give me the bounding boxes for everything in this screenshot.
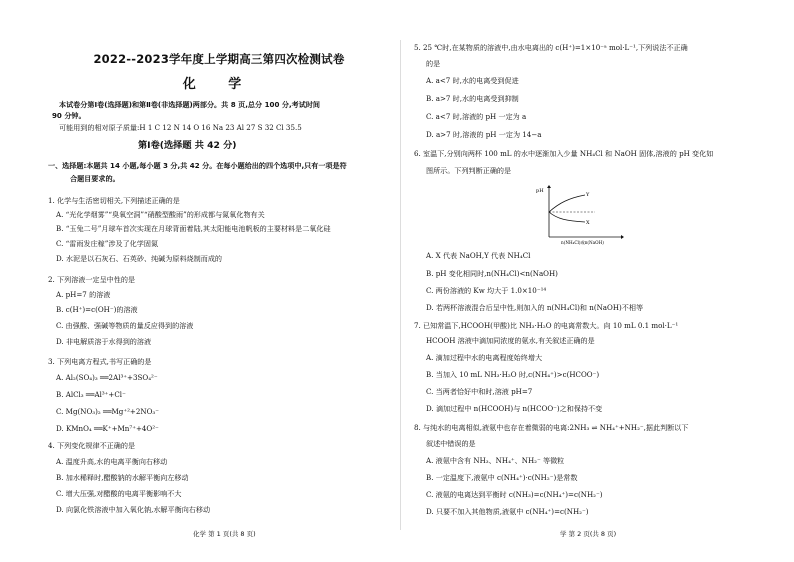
q7-stem-1: 7. 已知常温下,HCOOH(甲酸)比 NH₃·H₂O 的电离常数大。向 10 mL 0.1 mol·L⁻¹	[414, 321, 679, 330]
q7-option-a: A. 滴加过程中水的电离程度始终增大	[426, 353, 543, 362]
right-column	[414, 0, 754, 562]
graph-xlabel: n(NH₄Cl)或n(NaOH)	[561, 240, 604, 245]
q6-stem-1: 6. 室温下,分别向两杯 100 mL 的水中逐渐加入少量 NH₄Cl 和 NaOH 固体,溶液的 pH 变化如	[414, 149, 714, 158]
q4-stem: 4. 下列变化规律不正确的是	[48, 441, 136, 450]
q8-stem-2: 叙述中错误的是	[426, 439, 476, 448]
q6-option-b: B. pH 变化相同时,n(NH₄Cl)<n(NaOH)	[426, 269, 558, 278]
q4-option-a: A. 温度升高,水的电离平衡向右移动	[56, 457, 168, 466]
q7-option-b: B. 当加入 10 mL NH₃·H₂O 时,c(NH₄⁺)>c(HCOO⁻)	[426, 370, 600, 379]
intro-line-2: 90 分钟。	[52, 111, 86, 120]
atomic-masses: 可能用到的相对原子质量:H 1 C 12 N 14 O 16 Na 23 Al 27 S 32 Cl 35.5	[59, 123, 302, 132]
q8-stem-1: 8. 与纯水的电离相似,液氨中也存在着微弱的电离:2NH₃ ⇌ NH₄⁺+NH₂⁻,据此判断以下	[414, 423, 689, 432]
q1-stem: 1. 化学与生活密切相关,下列描述正确的是	[48, 196, 180, 205]
q5-option-c: C. a<7 时,溶液的 pH 一定为 a	[426, 112, 527, 121]
q8-option-b: B. 一定温度下,液氨中 c(NH₄⁺)·c(NH₂⁻)是常数	[426, 473, 578, 482]
q1-option-c: C. “雷雨发庄稼”涉及了化学固氮	[56, 239, 159, 248]
q6-option-d: D. 若两杯溶液混合后呈中性,则加入的 n(NH₄Cl)和 n(NaOH)不相等	[426, 303, 644, 312]
q7-option-c: C. 当两者恰好中和时,溶液 pH=7	[426, 387, 533, 396]
q2-option-c: C. 由强酸、强碱等物质的量反应得到的溶液	[56, 321, 194, 330]
graph-ylabel: pH	[536, 188, 544, 194]
q1-option-a: A. “光化学烟雾”“臭氧空洞”“硝酸型酸雨”的形成都与氮氧化物有关	[56, 210, 265, 219]
subject-title: 化 学	[182, 77, 256, 92]
q4-option-d: D. 向氯化铁溶液中加入氧化钠,水解平衡向右移动	[56, 505, 211, 514]
q2-option-d: D. 非电解质溶于水得到的溶液	[56, 337, 152, 346]
q5-stem-1: 5. 25 ℃时,在某物质的溶液中,由水电离出的 c(H⁺)=1×10⁻ᵃ mol·L⁻¹,下列说法不正确	[414, 43, 688, 52]
intro-line-1: 本试卷分第Ⅰ卷(选择题)和第Ⅱ卷(非选择题)两部分。共 8 页,总分 100 分,考试时间	[59, 100, 321, 109]
q4-option-c: C. 增大压强,对醋酸的电离平衡影响不大	[56, 489, 182, 498]
q2-option-a: A. pH=7 的溶液	[56, 290, 111, 299]
q2-stem: 2. 下列溶液一定呈中性的是	[48, 275, 136, 284]
q3-option-c: C. Mg(NO₃)₂ ══Mg⁺²+2NO₃⁻	[56, 407, 159, 416]
y-axis-arrow	[547, 185, 551, 188]
column-divider	[400, 40, 401, 530]
q5-stem-2: 的是	[426, 59, 441, 68]
q6-stem-2: 图所示。下列判断正确的是	[426, 166, 512, 175]
section-instruction-2: 合题目要求的。	[70, 174, 120, 183]
curve-y	[549, 195, 585, 212]
ph-curve-diagram	[535, 183, 627, 245]
q3-option-d: D. KMnO₄ ══K⁺+Mn⁷⁺+4O²⁻	[56, 424, 159, 433]
q3-stem: 3. 下列电离方程式,书写正确的是	[48, 357, 152, 366]
q6-option-c: C. 两份溶液的 Kw 均大于 1.0×10⁻¹⁴	[426, 286, 547, 295]
left-column	[48, 0, 388, 562]
q5-option-a: A. a<7 时,水的电离受到促进	[426, 76, 519, 85]
q5-option-d: D. a>7 时,溶液的 pH 一定为 14−a	[426, 130, 542, 139]
curve-x	[549, 212, 585, 222]
q8-option-d: D. 只要不加入其他物质,液氨中 c(NH₄⁺)=c(NH₂⁻)	[426, 507, 589, 516]
footer-left: 化学 第 1 页(共 8 页)	[193, 530, 256, 538]
q7-stem-2: HCOOH 溶液中滴加同浓度的氨水,有关叙述正确的是	[426, 336, 595, 345]
q3-option-b: B. AlCl₃ ══Al³⁺+Cl⁻	[56, 390, 126, 399]
q6-option-a: A. X 代表 NaOH,Y 代表 NH₄Cl	[426, 251, 531, 260]
q5-option-b: B. a>7 时,水的电离受到抑制	[426, 94, 519, 103]
footer-right: 学 第 2 页(共 8 页)	[560, 530, 617, 538]
curve-y-label: Y	[586, 192, 590, 198]
q8-option-a: A. 液氨中含有 NH₃、NH₄⁺、NH₂⁻ 等微粒	[426, 456, 565, 465]
x-axis-arrow	[621, 235, 624, 239]
curve-x-label: X	[586, 220, 590, 226]
q4-option-b: B. 加水稀释时,醋酸钠的水解平衡向左移动	[56, 473, 189, 482]
q7-option-d: D. 滴加过程中 n(HCOOH)与 n(HCOO⁻)之和保持不变	[426, 404, 603, 413]
exam-title: 2022--2023学年度上学期高三第四次检测试卷	[93, 52, 345, 66]
q1-option-b: B. “玉兔二号”月球车首次实现在月球背面着陆,其太阳能电池帆板的主要材料是二氧化硅	[56, 224, 331, 233]
q3-option-a: A. Al₂(SO₄)₃ ══2Al³⁺+3SO₄²⁻	[56, 373, 158, 382]
section-title: 第Ⅰ卷(选择题 共 42 分)	[138, 140, 237, 151]
q8-option-c: C. 液氨的电离达到平衡时 c(NH₃)=c(NH₄⁺)=c(NH₂⁻)	[426, 490, 603, 499]
q1-option-d: D. 水泥是以石灰石、石英砂、纯碱为原料烧制而成的	[56, 254, 223, 263]
q2-option-b: B. c(H⁺)=c(OH⁻)的溶液	[56, 305, 138, 314]
section-instruction-1: 一、选择题:本题共 14 小题,每小题 3 分,共 42 分。在每小题给出的四个选项中,只有一项是符	[48, 161, 347, 170]
